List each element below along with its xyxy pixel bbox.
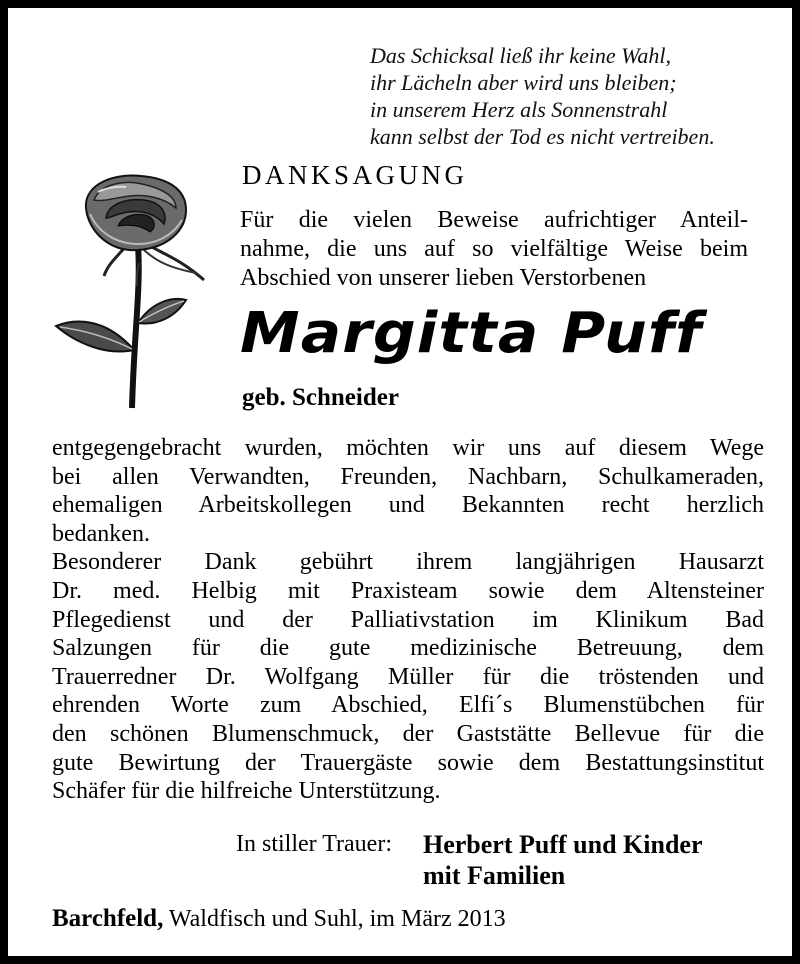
body-line: bedanken. [52,520,150,547]
body-line: Salzungen für die gute medizinische Betreuung, dem [52,635,764,662]
body-line: den schönen Blumenschmuck, der Gaststätte Bellevue für die [52,720,764,747]
birth-name: geb. Schneider [242,384,399,411]
body-line: Schäfer für die hilfreiche Unterstützung. [52,778,441,805]
body-line: Trauerredner Dr. Wolfgang Müller für die tröstenden und [52,663,764,690]
body-line: Besonderer Dank gebührt ihrem langjährigen Hausarzt [52,549,764,576]
memorial-poem [370,42,715,150]
place-date [52,905,506,933]
notice-heading: DANKSAGUNG [242,160,468,190]
body-line: entgegengebracht wurden, möchten wir uns auf diesem Wege [52,435,764,461]
body-line: Dr. med. Helbig mit Praxisteam sowie dem Altensteiner [52,577,764,604]
body-line: ehrenden Worte zum Abschied, Elfi´s Blumenstübchen für [52,692,764,719]
poem-line: ihr Lächeln aber wird uns bleiben; [370,70,677,95]
rose-icon [46,168,216,413]
body-text [52,434,764,806]
deceased-name: Margitta Puff [240,301,703,366]
poem-line: kann selbst der Tod es nicht vertreiben. [370,124,715,149]
intro-line: Abschied von unserer lieben Verstorbenen [240,265,647,291]
intro-text [240,206,748,293]
body-line: gute Bewirtung der Trauergäste sowie dem Bestattungsinstitut [52,749,764,776]
intro-line: nahme, die uns auf so vielfältige Weise beim [240,236,748,262]
signature-label: In stiller Trauer: [236,831,392,857]
intro-line: Für die vielen Beweise aufrichtiger Anteil- [240,207,748,233]
body-line: Pflegedienst und der Palliativstation im Klinikum Bad [52,606,764,633]
poem-line: in unserem Herz als Sonnenstrahl [370,97,668,122]
place-city: Barchfeld, [52,905,164,932]
place-rest: Waldfisch und Suhl, im März 2013 [168,906,506,932]
body-line: ehemaligen Arbeitskollegen und Bekannten recht herzlich [52,492,764,519]
body-line: bei allen Verwandten, Freunden, Nachbarn, Schulkameraden, [52,463,764,490]
poem-line: Das Schicksal ließ ihr keine Wahl, [370,43,672,68]
signature-line: Herbert Puff und Kinder [423,830,703,859]
signature-line: mit Familien [423,861,566,890]
signature-names [423,829,703,891]
